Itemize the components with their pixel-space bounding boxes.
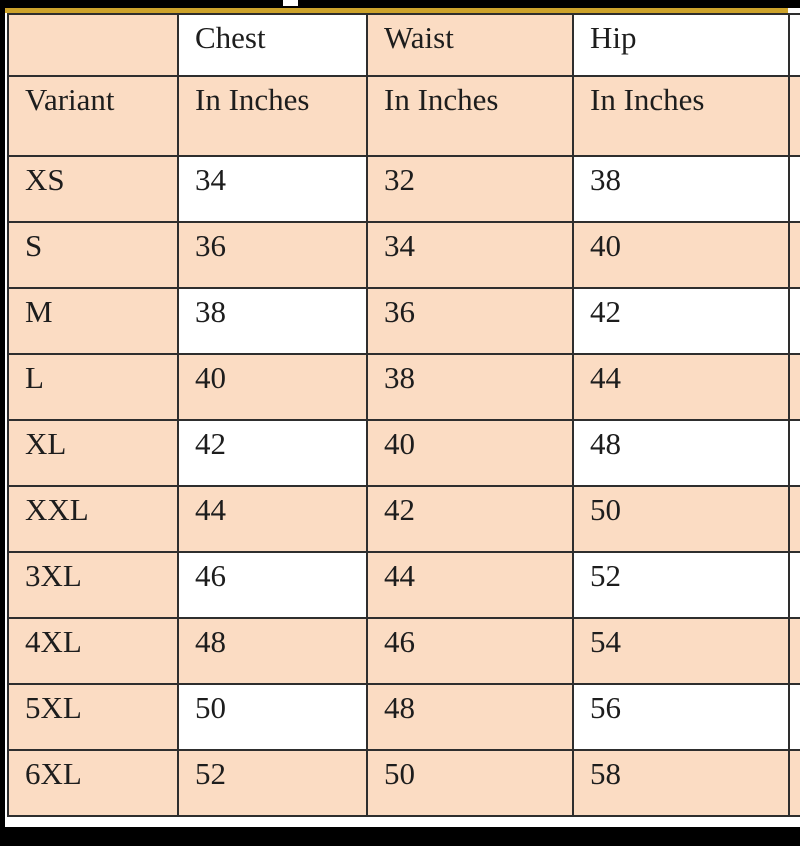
cell-hip: 50 — [573, 486, 800, 552]
header-variant: Variant — [8, 76, 178, 156]
size-row — [8, 156, 800, 222]
cell-hip: 44 — [573, 354, 800, 420]
cell-variant: L — [8, 354, 178, 420]
cell-chest: 44 — [178, 486, 367, 552]
cell-hip: 56 — [573, 684, 800, 750]
size-row — [8, 552, 800, 618]
size-row — [8, 618, 800, 684]
cell-hip: 40 — [573, 222, 800, 288]
cell-chest: 52 — [178, 750, 367, 816]
cell-waist: 48 — [367, 684, 573, 750]
cell-waist: 32 — [367, 156, 573, 222]
cell-waist: 36 — [367, 288, 573, 354]
size-row — [8, 354, 800, 420]
size-table-body — [8, 156, 800, 816]
cell-variant: 6XL — [8, 750, 178, 816]
cell-chest: 36 — [178, 222, 367, 288]
header-chest: Chest — [178, 14, 367, 76]
size-row — [8, 486, 800, 552]
cell-variant: S — [8, 222, 178, 288]
cell-waist: 40 — [367, 420, 573, 486]
cell-hip: 42 — [573, 288, 800, 354]
unit-hip: In Inches — [573, 76, 800, 156]
cell-waist: 42 — [367, 486, 573, 552]
measure-header-row — [8, 14, 800, 76]
header-hip: Hip — [573, 14, 800, 76]
cell-hip: 54 — [573, 618, 800, 684]
cell-waist: 34 — [367, 222, 573, 288]
cell-variant: 4XL — [8, 618, 178, 684]
cell-chest: 38 — [178, 288, 367, 354]
cell-waist: 38 — [367, 354, 573, 420]
cell-waist: 50 — [367, 750, 573, 816]
header-waist: Waist — [367, 14, 573, 76]
size-row — [8, 684, 800, 750]
cell-variant: XL — [8, 420, 178, 486]
unit-header-row — [8, 76, 800, 156]
cell-hip: 58 — [573, 750, 800, 816]
unit-chest: In Inches — [178, 76, 367, 156]
unit-waist: In Inches — [367, 76, 573, 156]
cell-chest: 50 — [178, 684, 367, 750]
content-canvas — [5, 8, 800, 827]
cell-variant: M — [8, 288, 178, 354]
cell-chest: 40 — [178, 354, 367, 420]
cell-waist: 46 — [367, 618, 573, 684]
cell-hip: 52 — [573, 552, 800, 618]
cell-chest: 42 — [178, 420, 367, 486]
cell-chest: 48 — [178, 618, 367, 684]
size-row — [8, 750, 800, 816]
cell-variant: 3XL — [8, 552, 178, 618]
table-right-border-rule — [788, 13, 790, 817]
cell-variant: XXL — [8, 486, 178, 552]
size-row — [8, 420, 800, 486]
size-row — [8, 222, 800, 288]
cell-chest: 46 — [178, 552, 367, 618]
top-bar-notch — [283, 0, 298, 6]
corner-cell — [8, 14, 178, 76]
size-chart-table — [7, 13, 800, 817]
cell-waist: 44 — [367, 552, 573, 618]
cell-variant: 5XL — [8, 684, 178, 750]
cell-variant: XS — [8, 156, 178, 222]
cell-hip: 48 — [573, 420, 800, 486]
cell-hip: 38 — [573, 156, 800, 222]
cell-chest: 34 — [178, 156, 367, 222]
size-row — [8, 288, 800, 354]
